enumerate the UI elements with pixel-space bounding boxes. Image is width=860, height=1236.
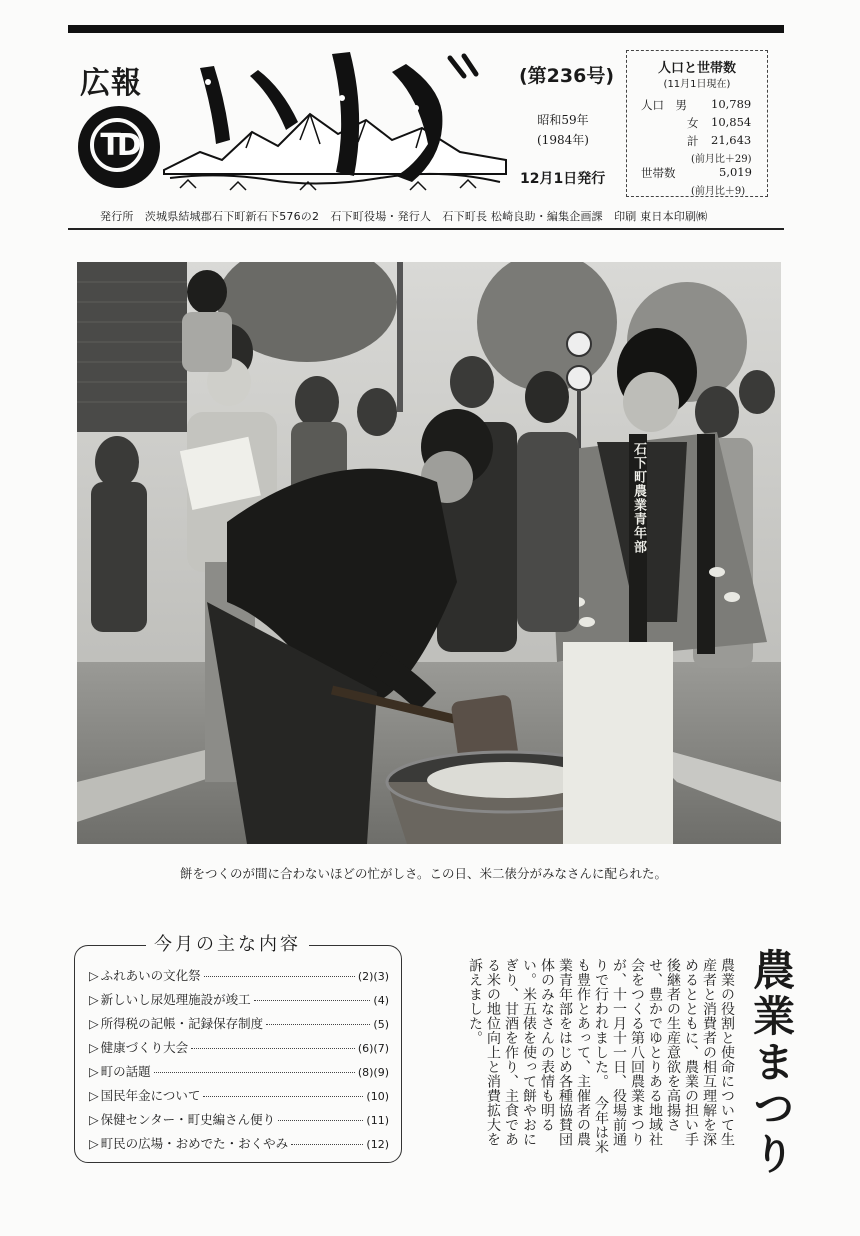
population-row-total	[641, 133, 752, 149]
population-box	[626, 50, 768, 197]
article-title: 農業まつり	[747, 948, 796, 1178]
leader-dots	[191, 1048, 355, 1049]
leader-dots	[266, 1024, 370, 1025]
masthead-top-rule	[68, 25, 784, 33]
toc-item[interactable]	[89, 1062, 389, 1080]
toc-item-page: (12)	[366, 1138, 389, 1151]
toc-item[interactable]	[89, 1110, 389, 1128]
population-row-households	[641, 165, 752, 181]
town-emblem	[78, 106, 160, 188]
row-value: 21,643	[711, 133, 752, 147]
publish-date: 12月1日発行	[520, 171, 606, 187]
leader-dots	[154, 1072, 355, 1073]
toc-title: 今月の主な内容	[146, 930, 309, 956]
issue-era	[537, 110, 589, 150]
toc-item-page: (4)	[373, 994, 389, 1007]
row-value: (前月比＋9)	[691, 186, 746, 197]
toc-item-label: 国民年金について	[100, 1088, 201, 1103]
festival-photo	[77, 262, 781, 844]
triangle-bullet-icon: ▷	[89, 1064, 99, 1079]
photo-caption: 餅をつくのが間に合わないほどの忙がしさ。この日、米二俵分がみなさんに配られた。	[180, 866, 668, 881]
emblem-glyph: TD	[100, 128, 138, 163]
toc-item-page: (8)(9)	[357, 1066, 389, 1079]
triangle-bullet-icon: ▷	[89, 968, 99, 983]
toc-item[interactable]	[89, 1038, 389, 1056]
toc-item-label: ふれあいの文化祭	[100, 968, 201, 983]
triangle-bullet-icon: ▷	[89, 1136, 99, 1151]
leader-dots	[291, 1144, 363, 1145]
happi-inscription: 石下町農業青年部	[631, 442, 646, 554]
era-western: (1984年)	[537, 133, 589, 147]
leader-dots	[254, 1000, 371, 1001]
toc-item-label: 健康づくり大会	[100, 1040, 189, 1055]
row-label: 世帯数	[641, 166, 676, 180]
row-label: 計	[687, 134, 699, 148]
article-body: 農業の役割と使命について生産者と消費者の相互理解を深めるとともに、農業の担い手後継者の生産意欲を高揚させ、豊かでゆとりある地域社会をつくる第八回農業まつりが、十一月十一日、役場前通りで行われました。 今年は米も豊作とあって、主催者の農業青年部をはじめ各種協賛団体のみなさんの表情も明るい。米五俵を使って餅やおにぎり、甘酒を作り、主食である米の地位向上と消費拡大を訴えました。	[467, 958, 735, 1154]
issue-number: (第236号)	[519, 65, 615, 87]
toc-item-page: (6)(7)	[357, 1042, 389, 1055]
row-value: 10,854	[711, 115, 752, 129]
toc-item-label: 所得税の記帳・記録保存制度	[100, 1016, 264, 1031]
population-row-female	[641, 115, 752, 131]
triangle-bullet-icon: ▷	[89, 992, 99, 1007]
toc-item-label: 町の話題	[100, 1064, 151, 1079]
toc-item-page: (11)	[366, 1114, 389, 1127]
toc-item[interactable]	[89, 1134, 389, 1152]
leader-dots	[204, 976, 355, 977]
masthead-title	[160, 48, 161, 49]
triangle-bullet-icon: ▷	[89, 1016, 99, 1031]
mochi-pounding-scene-icon	[77, 262, 781, 844]
era-japanese: 昭和59年	[537, 113, 589, 127]
publisher-line: 発行所 茨城県結城郡石下町新石下576の2 石下町役場・発行人 石下町長 松崎良助・編集企画課 印刷 東日本印刷㈱	[100, 210, 708, 223]
toc-item-page: (10)	[366, 1090, 389, 1103]
triangle-bullet-icon: ▷	[89, 1040, 99, 1055]
toc-item[interactable]	[89, 990, 389, 1008]
toc-item-label: 新しいし尿処理施設が竣工	[100, 992, 251, 1007]
toc-item-page: (2)(3)	[357, 970, 389, 983]
population-as-of: (11月1日現在)	[663, 79, 731, 90]
row-value: 10,789	[711, 97, 752, 111]
row-value: (前月比＋29)	[691, 154, 752, 165]
toc-item[interactable]	[89, 1086, 389, 1104]
masthead-label: 広報	[80, 66, 142, 101]
row-value: 5,019	[719, 165, 752, 179]
population-title: 人口と世帯数	[657, 61, 736, 76]
toc-item-label: 保健センター・町史編さん便り	[100, 1112, 276, 1127]
masthead-bottom-rule	[68, 228, 784, 230]
toc-item-label: 町民の広場・おめでた・おくやみ	[100, 1136, 289, 1151]
toc-box	[74, 945, 402, 1163]
toc-item-page: (5)	[373, 1018, 389, 1031]
population-row-male	[641, 97, 752, 113]
leader-dots	[278, 1120, 363, 1121]
triangle-bullet-icon: ▷	[89, 1088, 99, 1103]
row-label: 人口 男	[641, 98, 687, 112]
triangle-bullet-icon: ▷	[89, 1112, 99, 1127]
toc-item[interactable]	[89, 966, 389, 984]
row-label: 女	[687, 116, 699, 130]
leader-dots	[203, 1096, 363, 1097]
toc-item[interactable]	[89, 1014, 389, 1032]
masthead-title-art	[160, 48, 510, 198]
mountain-landscape-icon	[160, 48, 510, 198]
